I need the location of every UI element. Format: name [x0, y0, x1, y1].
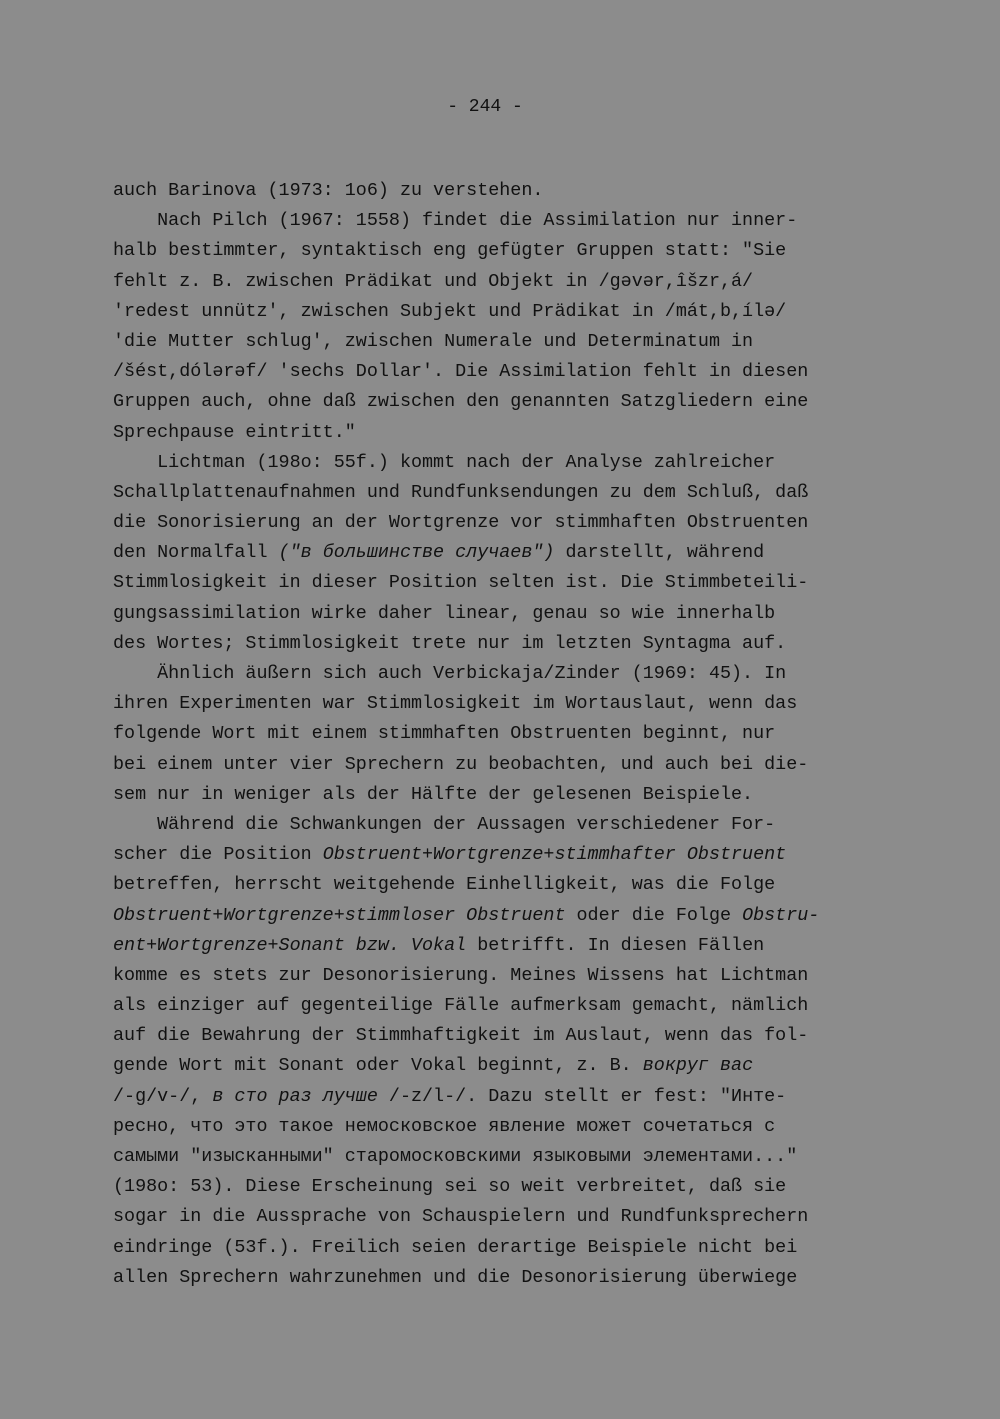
- text-segment: den Normalfall: [113, 542, 279, 564]
- text-line: [113, 1051, 893, 1081]
- text-segment: 'redest unnütz', zwischen Subjekt und Prädikat in /mát,b,ílə/: [113, 300, 787, 322]
- text-line: [113, 1263, 893, 1293]
- text-line: [113, 478, 893, 508]
- text-line: [113, 901, 893, 931]
- text-line: [113, 418, 893, 448]
- text-segment: Nach Pilch (1967: 1558) findet die Assimilation nur inner-: [113, 210, 798, 232]
- text-line: [113, 780, 893, 810]
- text-line: [113, 387, 893, 417]
- text-line: [113, 327, 893, 357]
- text-segment: sem nur in weniger als der Hälfte der gelesenen Beispiele.: [113, 783, 754, 805]
- text-segment: Während die Schwankungen der Aussagen verschiedener For-: [113, 813, 776, 835]
- text-segment: sogar in die Aussprache von Schauspielern und Rundfunksprechern: [113, 1206, 809, 1228]
- text-segment: bei einem unter vier Sprechern zu beobachten, und auch bei die-: [113, 753, 809, 775]
- text-line: [113, 538, 893, 568]
- text-segment: allen Sprechern wahrzunehmen und die Desonorisierung überwiege: [113, 1266, 798, 1288]
- text-line: [113, 448, 893, 478]
- text-line: [113, 1202, 893, 1232]
- text-segment: fehlt z. B. zwischen Prädikat und Objekt in /gəvər,îšzr,á/: [113, 270, 754, 292]
- text-segment: gende Wort mit Sonant oder Vokal beginnt, z. B.: [113, 1055, 643, 1077]
- italic-segment: вокруг вас: [642, 1055, 754, 1077]
- text-segment: Stimmlosigkeit in dieser Position selten ist. Die Stimmbeteili-: [113, 572, 809, 594]
- text-line: [113, 719, 893, 749]
- italic-segment: Obstru-: [742, 904, 820, 926]
- italic-segment: ent+Wortgrenze+Sonant bzw. Vokal: [113, 934, 467, 956]
- body-text: [113, 176, 893, 1293]
- text-line: [113, 750, 893, 780]
- text-segment: /-z/l-/. Dazu stellt er fest: "Инте-: [377, 1085, 787, 1107]
- text-line: [113, 689, 893, 719]
- text-line: [113, 508, 893, 538]
- text-line: [113, 659, 893, 689]
- text-line: [113, 1021, 893, 1051]
- text-segment: als einziger auf gegenteilige Fälle aufmerksam gemacht, nämlich: [113, 995, 809, 1017]
- text-line: [113, 357, 893, 387]
- page-number: - 244 -: [447, 97, 523, 117]
- text-segment: oder die Folge: [565, 904, 743, 926]
- text-segment: 'die Mutter schlug', zwischen Numerale und Determinatum in: [113, 330, 754, 352]
- text-line: [113, 1172, 893, 1202]
- text-line: [113, 297, 893, 327]
- text-segment: die Sonorisierung an der Wortgrenze vor stimmhaften Obstruenten: [113, 512, 809, 534]
- text-segment: eindringe (53f.). Freilich seien derartige Beispiele nicht bei: [113, 1236, 798, 1258]
- text-segment: betrifft. In diesen Fällen: [466, 934, 765, 956]
- text-segment: komme es stets zur Desonorisierung. Meines Wissens hat Lichtman: [113, 964, 809, 986]
- text-segment: Ähnlich äußern sich auch Verbickaja/Zinder (1969: 45). In: [113, 663, 787, 684]
- italic-segment: Obstruent+Wortgrenze+stimmloser Obstruent: [113, 904, 566, 926]
- text-line: [113, 991, 893, 1021]
- text-segment: des Wortes; Stimmlosigkeit trete nur im letzten Syntagma auf.: [113, 632, 787, 654]
- text-segment: ihren Experimenten war Stimmlosigkeit im Wortauslaut, wenn das: [113, 693, 798, 715]
- text-line: [113, 961, 893, 991]
- italic-segment: Obstruent+Wortgrenze+stimmhafter Obstruent: [322, 844, 787, 866]
- text-segment: (198o: 53). Diese Erscheinung sei so weit verbreitet, daß sie: [113, 1176, 787, 1198]
- text-segment: /-g/v-/,: [113, 1085, 213, 1107]
- text-segment: halb bestimmter, syntaktisch eng gefügter Gruppen statt: "Sie: [113, 240, 787, 262]
- text-segment: ресно, что это такое немосковское явление может сочетаться с: [113, 1115, 776, 1137]
- text-segment: самыми "изысканными" старомосковскими языковыми элементами...": [113, 1146, 798, 1167]
- text-line: [113, 267, 893, 297]
- text-line: [113, 1233, 893, 1263]
- text-segment: scher die Position: [113, 844, 323, 866]
- text-line: [113, 810, 893, 840]
- text-segment: Sprechpause eintritt.": [113, 421, 356, 443]
- text-segment: folgende Wort mit einem stimmhaften Obstruenten beginnt, nur: [113, 723, 776, 745]
- text-segment: Schallplattenaufnahmen und Rundfunksendungen zu dem Schluß, daß: [113, 481, 809, 503]
- italic-segment: ("в большинстве случаев"): [278, 542, 555, 564]
- text-segment: /šést,dólərəf/ 'sechs Dollar'. Die Assimilation fehlt in diesen: [113, 361, 809, 383]
- text-line: [113, 206, 893, 236]
- text-segment: Gruppen auch, ohne daß zwischen den genannten Satzgliedern eine: [113, 391, 809, 413]
- text-line: [113, 840, 893, 870]
- text-line: [113, 1082, 893, 1112]
- italic-segment: в сто раз лучше: [212, 1085, 378, 1107]
- text-line: [113, 629, 893, 659]
- text-segment: darstellt, während: [554, 542, 765, 564]
- text-line: [113, 236, 893, 266]
- text-segment: Lichtman (198o: 55f.) kommt nach der Analyse zahlreicher: [113, 451, 776, 473]
- text-line: [113, 931, 893, 961]
- text-line: [113, 568, 893, 598]
- text-segment: auch Barinova (1973: 1o6) zu verstehen.: [113, 180, 544, 201]
- text-line: [113, 1142, 893, 1172]
- text-segment: betreffen, herrscht weitgehende Einhelligkeit, was die Folge: [113, 874, 776, 896]
- text-segment: gungsassimilation wirke daher linear, genau so wie innerhalb: [113, 602, 776, 624]
- text-line: [113, 1112, 893, 1142]
- text-segment: auf die Bewahrung der Stimmhaftigkeit im Auslaut, wenn das fol-: [113, 1025, 809, 1047]
- text-line: [113, 599, 893, 629]
- text-line: [113, 870, 893, 900]
- text-line: [113, 176, 893, 206]
